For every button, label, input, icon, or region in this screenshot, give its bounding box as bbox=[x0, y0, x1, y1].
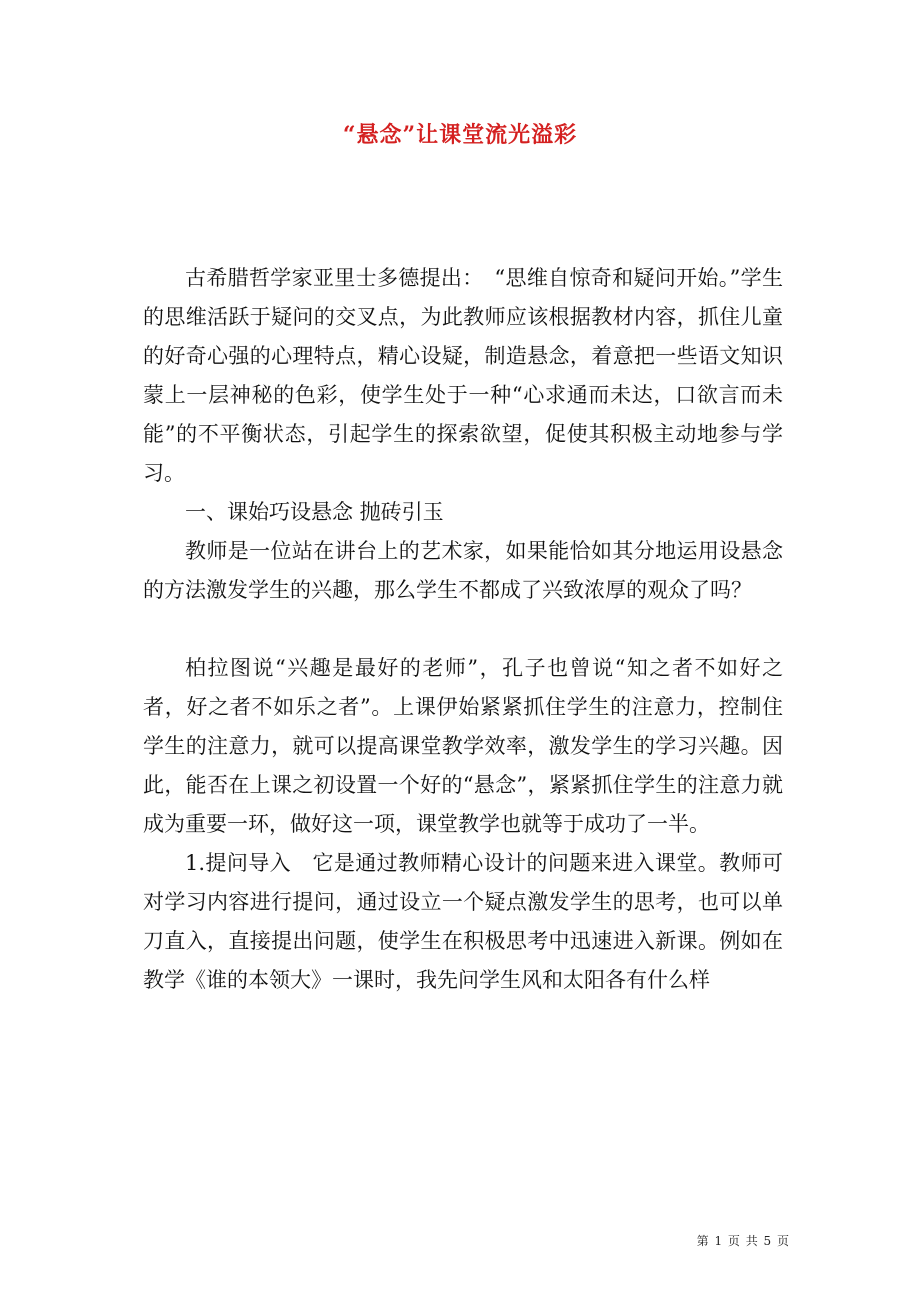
page-number: 第 1 页 共 5 页 bbox=[696, 1234, 790, 1248]
paragraph-question-intro: 1.提问导入 它是通过教师精心设计的问题来进入课堂。教师可对学习内容进行提问，通过设立一个疑点激发学生的思考，也可以单刀直入，直接提出问题，使学生在积极思考中迅速进入新课。例如在教学《谁的本领大》一课时，我先问学生风和太阳各有什么样 bbox=[143, 851, 783, 992]
paragraph-interest: 柏拉图说“兴趣是最好的老师”，孔子也曾说“知之者不如好之者，好之者不如乐之者”。上课伊始紧紧抓住学生的注意力，控制住学生的注意力，就可以提高课堂教学效率，激发学生的学习兴趣。因此，能否在上课之初设置一个好的“悬念”，紧紧抓住学生的注意力就成为重要一环，做好这一项，课堂教学也就等于成功了一半。 bbox=[143, 656, 783, 836]
section-heading: 一、课始巧设悬念 抛砖引玉 bbox=[185, 500, 444, 524]
document-body bbox=[143, 259, 783, 1000]
paragraph-teacher-artist: 教师是一位站在讲台上的艺术家，如果能恰如其分地运用设悬念的方法激发学生的兴趣，那么学生不都成了兴致浓厚的观众了吗？ bbox=[143, 539, 783, 602]
document-title: “悬念”让课堂流光溢彩 bbox=[342, 122, 578, 148]
paragraph-intro: 古希腊哲学家亚里士多德提出： “思维自惊奇和疑问开始。”学生的思维活跃于疑问的交叉点，为此教师应该根据教材内容，抓住儿童的好奇心强的心理特点，精心设疑，制造悬念，着意把一些语文知识蒙上一层神秘的色彩，使学生处于一种“心求通而未达，口欲言而未能”的不平衡状态，引起学生的探索欲望，促使其积极主动地参与学习。 bbox=[143, 266, 783, 485]
paragraph-gap bbox=[143, 610, 783, 649]
